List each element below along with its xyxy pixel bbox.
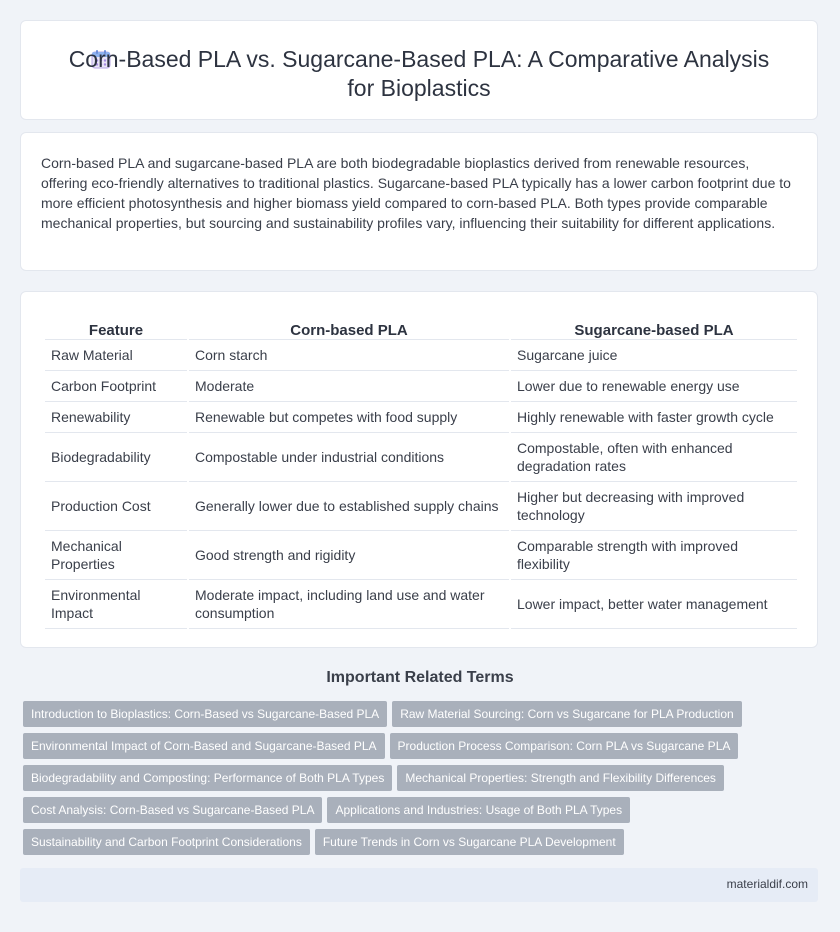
related-terms-list <box>23 701 803 861</box>
table-row <box>45 371 797 402</box>
sugarcane-cell: Compostable, often with enhanced degradation rates <box>511 433 797 482</box>
feature-cell: Production Cost <box>45 482 187 531</box>
corn-cell: Compostable under industrial conditions <box>189 433 509 482</box>
related-term-link[interactable]: Biodegradability and Composting: Performance of Both PLA Types <box>23 765 392 791</box>
intro-paragraph: Corn-based PLA and sugarcane-based PLA are both biodegradable bioplastics derived from renewable resources, offering eco-friendly alternatives to traditional plastics. Sugarcane-based PLA typically has a lower carbon footprint due to more efficient photosynthesis and higher biomass yield compared to corn-based PLA. Both types provide comparable mechanical properties, but sourcing and sustainability profiles vary, influencing their suitability for different applications. <box>41 155 791 231</box>
related-term-link[interactable]: Applications and Industries: Usage of Both PLA Types <box>327 797 630 823</box>
related-term-link[interactable]: Introduction to Bioplastics: Corn-Based vs Sugarcane-Based PLA <box>23 701 387 727</box>
title-card <box>20 20 818 120</box>
table-row <box>45 580 797 629</box>
related-term-link[interactable]: Sustainability and Carbon Footprint Considerations <box>23 829 310 855</box>
comparison-card <box>20 291 818 648</box>
intro-card <box>20 132 818 271</box>
related-term-link[interactable]: Future Trends in Corn vs Sugarcane PLA Development <box>315 829 624 855</box>
sugarcane-cell: Highly renewable with faster growth cycle <box>511 402 797 433</box>
table-row <box>45 433 797 482</box>
feature-cell: Biodegradability <box>45 433 187 482</box>
corn-cell: Generally lower due to established supply chains <box>189 482 509 531</box>
corn-cell: Moderate impact, including land use and water consumption <box>189 580 509 629</box>
corn-cell: Moderate <box>189 371 509 402</box>
related-term-link[interactable]: Production Process Comparison: Corn PLA vs Sugarcane PLA <box>390 733 739 759</box>
table-row <box>45 531 797 580</box>
table-header-row <box>45 313 797 340</box>
table-row <box>45 482 797 531</box>
feature-cell: Carbon Footprint <box>45 371 187 402</box>
column-header-sugarcane: Sugarcane-based PLA <box>511 313 797 340</box>
related-terms-heading: Important Related Terms <box>326 669 514 686</box>
related-term-link[interactable]: Raw Material Sourcing: Corn vs Sugarcane for PLA Production <box>392 701 742 727</box>
related-term-link[interactable]: Cost Analysis: Corn-Based vs Sugarcane-Based PLA <box>23 797 322 823</box>
table-row <box>45 402 797 433</box>
page-title: Corn-Based PLA vs. Sugarcane-Based PLA: A Comparative Analysis for Bioplastics <box>68 46 770 101</box>
sugarcane-cell: Lower impact, better water management <box>511 580 797 629</box>
feature-cell: Mechanical Properties <box>45 531 187 580</box>
footer <box>20 868 818 902</box>
corn-cell: Corn starch <box>189 340 509 371</box>
sugarcane-cell: Sugarcane juice <box>511 340 797 371</box>
sugarcane-cell: Comparable strength with improved flexibility <box>511 531 797 580</box>
related-term-link[interactable]: Environmental Impact of Corn-Based and Sugarcane-Based PLA <box>23 733 385 759</box>
column-header-corn: Corn-based PLA <box>189 313 509 340</box>
feature-cell: Raw Material <box>45 340 187 371</box>
footer-site-name[interactable]: materialdif.com <box>726 877 808 891</box>
sugarcane-cell: Lower due to renewable energy use <box>511 371 797 402</box>
table-row <box>45 340 797 371</box>
related-term-link[interactable]: Mechanical Properties: Strength and Flexibility Differences <box>397 765 724 791</box>
corn-cell: Good strength and rigidity <box>189 531 509 580</box>
feature-cell: Renewability <box>45 402 187 433</box>
sugarcane-cell: Higher but decreasing with improved technology <box>511 482 797 531</box>
feature-cell: Environmental Impact <box>45 580 187 629</box>
column-header-feature: Feature <box>45 313 187 340</box>
comparison-table <box>43 313 799 629</box>
corn-cell: Renewable but competes with food supply <box>189 402 509 433</box>
